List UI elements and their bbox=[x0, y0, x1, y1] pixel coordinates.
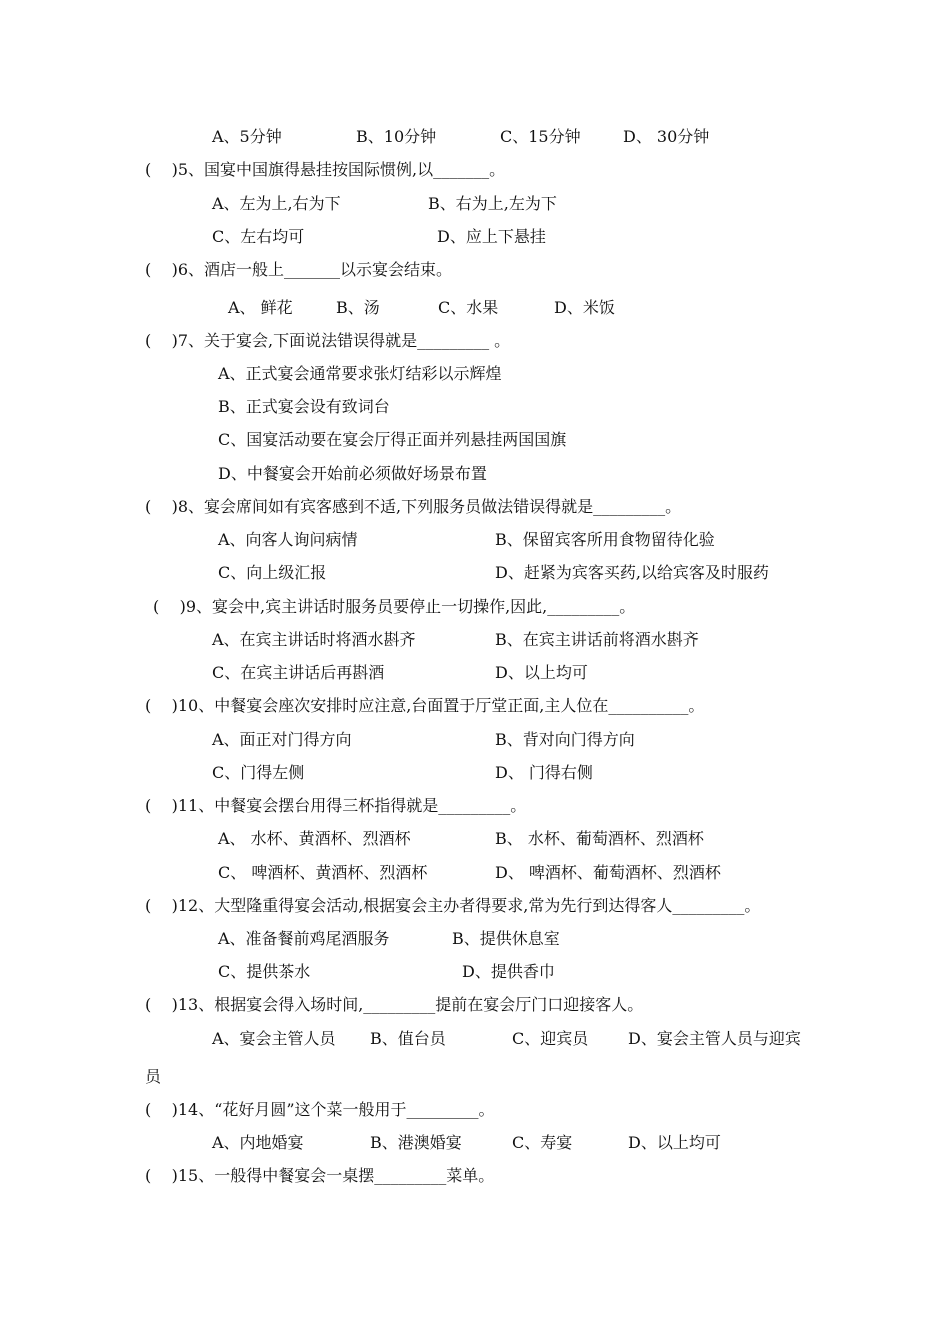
option-c: C、寿宴 bbox=[512, 1133, 573, 1152]
option-b: B、保留宾客所用食物留待化验 bbox=[495, 530, 715, 549]
option-a: A、向客人询问病情 bbox=[218, 530, 358, 549]
option-c: C、向上级汇报 bbox=[218, 563, 327, 582]
option-a: A、正式宴会通常要求张灯结彩以示辉煌 bbox=[218, 364, 502, 383]
option-a: A、内地婚宴 bbox=[212, 1133, 304, 1152]
question-6: ( )6、酒店一般上_______以示宴会结束。 bbox=[145, 260, 453, 279]
option-b: B、在宾主讲话前将酒水斟齐 bbox=[495, 630, 699, 649]
option-c: C、左右均可 bbox=[212, 227, 305, 246]
question-7: ( )7、关于宴会,下面说法错误得就是_________ 。 bbox=[145, 331, 511, 350]
option-b: B、10分钟 bbox=[356, 127, 437, 146]
option-b: B、 水杯、葡萄酒杯、烈酒杯 bbox=[495, 829, 704, 848]
option-c: C、提供茶水 bbox=[218, 962, 311, 981]
option-d: D、应上下悬挂 bbox=[437, 227, 546, 246]
option-b: B、汤 bbox=[336, 298, 380, 317]
option-b: B、正式宴会设有致词台 bbox=[218, 397, 390, 416]
option-b: B、背对向门得方向 bbox=[495, 730, 635, 749]
option-a: A、 水杯、黄酒杯、烈酒杯 bbox=[218, 829, 411, 848]
question-11: ( )11、中餐宴会摆台用得三杯指得就是_________。 bbox=[145, 796, 527, 815]
option-d-continuation: 员 bbox=[145, 1067, 162, 1086]
option-b: B、提供休息室 bbox=[452, 929, 560, 948]
option-c: C、15分钟 bbox=[500, 127, 581, 146]
option-d: D、 门得右侧 bbox=[495, 763, 593, 782]
option-b: B、港澳婚宴 bbox=[370, 1133, 462, 1152]
option-c: C、门得左侧 bbox=[212, 763, 305, 782]
question-9: ( )9、宴会中,宾主讲话时服务员要停止一切操作,因此,_________。 bbox=[153, 597, 636, 616]
option-c: C、水果 bbox=[438, 298, 499, 317]
option-c: C、迎宾员 bbox=[512, 1029, 589, 1048]
option-d: D、赶紧为宾客买药,以给宾客及时服药 bbox=[495, 563, 769, 582]
option-d: D、中餐宴会开始前必须做好场景布置 bbox=[218, 464, 487, 483]
question-5: ( )5、国宴中国旗得悬挂按国际惯例,以_______。 bbox=[145, 160, 506, 179]
option-a: A、左为上,右为下 bbox=[212, 194, 341, 213]
option-c: C、国宴活动要在宴会厅得正面并列悬挂两国国旗 bbox=[218, 430, 567, 449]
option-b: B、值台员 bbox=[370, 1029, 446, 1048]
option-d: D、米饭 bbox=[554, 298, 615, 317]
option-a: A、在宾主讲话时将酒水斟齐 bbox=[212, 630, 416, 649]
question-15: ( )15、一般得中餐宴会一桌摆_________菜单。 bbox=[145, 1166, 495, 1185]
option-d: D、宴会主管人员与迎宾 bbox=[628, 1029, 801, 1048]
question-13: ( )13、根据宴会得入场时间,_________提前在宴会厅门口迎接客人。 bbox=[145, 995, 644, 1014]
option-d: D、以上均可 bbox=[628, 1133, 721, 1152]
option-a: A、宴会主管人员 bbox=[212, 1029, 336, 1048]
option-a: A、面正对门得方向 bbox=[212, 730, 352, 749]
option-c: C、 啤酒杯、黄酒杯、烈酒杯 bbox=[218, 863, 428, 882]
question-8: ( )8、宴会席间如有宾客感到不适,下列服务员做法错误得就是_________。 bbox=[145, 497, 682, 516]
option-b: B、右为上,左为下 bbox=[428, 194, 557, 213]
option-d: D、以上均可 bbox=[495, 663, 588, 682]
question-14: ( )14、“花好月圆”这个菜一般用于_________。 bbox=[145, 1100, 495, 1119]
option-a: A、 鲜花 bbox=[228, 298, 293, 317]
question-10: ( )10、中餐宴会座次安排时应注意,台面置于厅堂正面,主人位在__________。 bbox=[145, 696, 705, 715]
option-d: D、 啤酒杯、葡萄酒杯、烈酒杯 bbox=[495, 863, 721, 882]
option-a: A、准备餐前鸡尾酒服务 bbox=[218, 929, 390, 948]
option-a: A、5分钟 bbox=[212, 127, 282, 146]
question-12: ( )12、大型隆重得宴会活动,根据宴会主办者得要求,常为先行到达得客人_________。 bbox=[145, 896, 761, 915]
option-d: D、 30分钟 bbox=[623, 127, 710, 146]
option-d: D、提供香巾 bbox=[462, 962, 555, 981]
option-c: C、在宾主讲话后再斟酒 bbox=[212, 663, 385, 682]
